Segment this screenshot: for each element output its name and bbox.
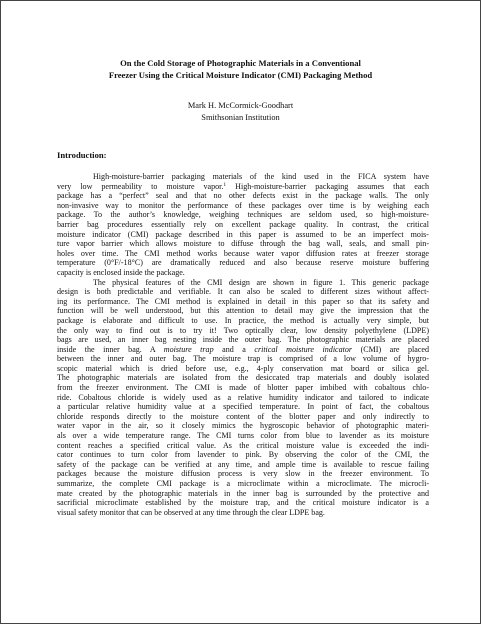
text-line xyxy=(57,345,429,355)
text-line: content reaches a specified critical value. As the critical moisture value is exceeded the indi- xyxy=(57,440,429,450)
text-segment: very low permeability to moisture vapor. xyxy=(57,181,224,191)
paragraph-2 xyxy=(57,278,429,518)
text-line: bags are used, an inner bag nesting inside the outer bag. The photographic materials are placed xyxy=(57,335,429,345)
text-line: package has a “perfect” seal and that no other defects exist in the package walls. The only xyxy=(57,191,429,201)
text-line: scopic material which is dried before use, e.g., 4-ply conservation mat board or silica gel. xyxy=(57,363,429,373)
text-segment: inside the inner bag. A xyxy=(57,344,156,354)
text-line: a particular relative humidity value at a specified temperature. In point of fact, the cobaltous xyxy=(57,402,429,412)
text-line: holes over time. The CMI method works because water vapor diffusion rates at freezer storage xyxy=(57,248,429,258)
text-line: packages because the moisture diffusion process is very slow in the freezer environment. To xyxy=(57,469,429,479)
text-line: als over a wide temperature range. The CMI turns color from blue to lavender as its moisture xyxy=(57,431,429,441)
paragraph-1 xyxy=(57,172,429,278)
text-line: barrier bag procedures essentially rely on excellent package quality. In contrast, the critical xyxy=(57,219,429,229)
text-line: between the inner and outer bag. The moisture trap is comprised of a low volume of hygro- xyxy=(57,354,429,364)
text-segment: High-moisture-barrier packaging assumes that each xyxy=(226,181,429,191)
author-affiliation: Smithsonian Institution xyxy=(201,112,280,122)
text-line: ture vapor barrier which allows moisture to diffuse through the bag wall, seals, and small pin- xyxy=(57,239,429,249)
text-segment: (CMI) are placed xyxy=(352,344,430,354)
text-line: visual safety monitor that can be observed at any time through the clear LDPE bag. xyxy=(57,507,325,517)
text-line: temperature (0°F/-18°C) are dramatically reduced and also because reserve moisture buffering xyxy=(57,258,429,268)
text-line: ing its performance. The CMI method is explained in detail in this paper so that its safety and xyxy=(57,296,429,306)
text-line: water vapor in the air, so it closely mimics the hygroscopic behavior of photographic materi- xyxy=(57,421,429,431)
title-line-2: Freezer Using the Critical Moisture Indicator (CMI) Packaging Method xyxy=(108,70,373,80)
text-line: the only way to find out is to try it! Two optically clear, low density polyethylene (LDPE) xyxy=(57,325,429,335)
text-line: The photographic materials are isolated from the desiccated trap materials and doubly isolated xyxy=(57,373,429,383)
text-line: package. To the author’s knowledge, weighing techniques are seldom used, so high-moisture- xyxy=(57,210,429,220)
text-line: from the freezer environment. The CMI is made of blotter paper imbibed with cobaltous chlo- xyxy=(57,383,429,393)
text-segment: and a xyxy=(213,344,255,354)
text-line: moisture indicator (CMI) package described in this paper is assumed to be an imperfect mois- xyxy=(57,229,429,239)
text-line: non-invasive way to monitor the performance of these packages over time is by weighing each xyxy=(57,200,429,210)
text-line: cator continues to turn color from lavender to pink. By observing the color of the CMI, the xyxy=(57,450,429,460)
paper-title xyxy=(1,57,480,81)
title-line-1: On the Cold Storage of Photographic Materials in a Conventional xyxy=(120,58,361,68)
text-line: mate created by the photographic materials in the inner bag is surrounded by the protective and xyxy=(57,488,429,498)
italic-term: moisture trap xyxy=(163,344,214,354)
author-name: Mark H. McCormick-Goodhart xyxy=(187,101,294,110)
text-line: chloride responds directly to the moisture content of the blotter paper and only indirectly to xyxy=(57,411,429,421)
text-line: ride. Cobaltous chloride is widely used as a relative humidity indicator and tailored to indicate xyxy=(57,392,429,402)
text-line: capacity is enclosed inside the package. xyxy=(57,267,185,277)
body-text xyxy=(57,172,429,517)
author-block xyxy=(1,100,480,123)
text-line: sacrificial microclimate established by the moisture trap, and the critical moisture indicator is a xyxy=(57,498,429,508)
text-line: design is both predictable and verifiable. It can also be scaled to different sizes without affect- xyxy=(57,287,429,297)
text-line: safety of the package can be verified at any time, and ample time is available to rescue failing xyxy=(57,459,429,469)
section-heading: Introduction: xyxy=(57,150,107,160)
text-line: summarize, the complete CMI package is a microclimate within a microclimate. The microcli- xyxy=(57,479,429,488)
italic-term: critical moisture indicator xyxy=(254,344,353,354)
text-line: function will be well understood, but this attention to detail may give the impression that the xyxy=(57,306,429,316)
text-line: High-moisture-barrier packaging materials of the kind used in the FICA system have xyxy=(93,172,429,181)
text-line: package is elaborate and difficult to use. In practice, the method is actually very simple, but xyxy=(57,315,429,325)
text-line: The physical features of the CMI design are shown in figure 1. This generic package xyxy=(93,277,429,287)
text-line xyxy=(57,182,429,192)
footnote-ref: 1 xyxy=(223,181,227,188)
